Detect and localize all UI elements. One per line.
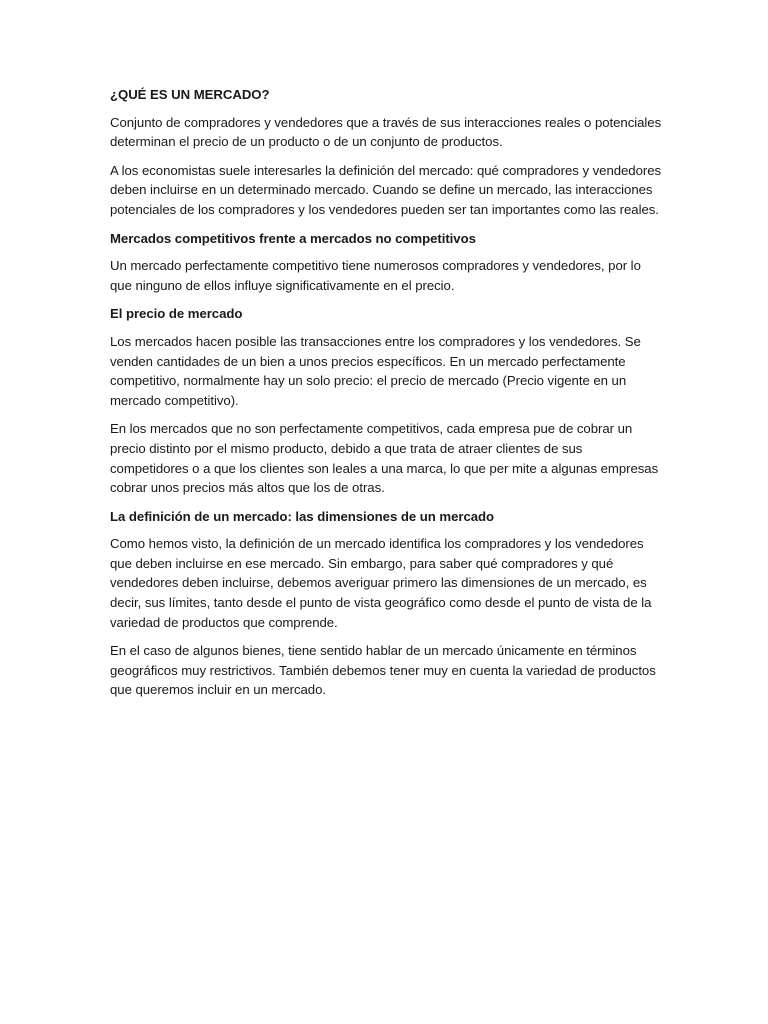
paragraph-no-competitivos: En los mercados que no son perfectamente competitivos, cada empresa pue de cobrar un precio distinto por el mismo producto, debido a que trata de atraer clientes de sus competidores o a que los clientes son leales a una marca, lo que per mite a algunas empresas cobrar unos precios más altos que los de otras. [110,421,659,496]
paragraph-dimensiones: Como hemos visto, la definición de un mercado identifica los compradores y los vendedores que deben incluirse en ese mercado. Sin embargo, para saber qué compradores y qué vendedores deben incluirse, debemos averiguar primero las dimensiones de un mercado, es decir, sus límites, tanto desde el punto de vista geográfico como desde el punto de vista de la variedad de productos que comprende. [110,536,652,630]
section-heading-dimensiones-mercado: La definición de un mercado: las dimensiones de un mercado [110,508,495,524]
paragraph-bienes-geograficos: En el caso de algunos bienes, tiene sentido hablar de un mercado únicamente en términos geográficos muy restrictivos. También debemos tener muy en cuenta la variedad de productos que queremos incluir en un mercado. [110,643,656,698]
section-heading-mercados-competitivos: Mercados competitivos frente a mercados no competitivos [110,230,476,246]
paragraph-mercado-competitivo: Un mercado perfectamente competitivo tiene numerosos compradores y vendedores, por lo que ninguno de ellos influye significativamente en el precio. [110,258,641,293]
paragraph-definicion-mercado: Conjunto de compradores y vendedores que a través de sus interacciones reales o potenciales determinan el precio de un producto o de un conjunto de productos. [110,114,662,150]
section-heading-que-es-un-mercado: ¿QUÉ ES UN MERCADO? [110,87,270,102]
paragraph-transacciones: Los mercados hacen posible las transacciones entre los compradores y los vendedores. Se venden cantidades de un bien a unos precios específicos. En un mercado perfectamente competitivo, normalmente hay un solo precio: el precio de mercado (Precio vigente en un mercado competitivo). [110,333,641,408]
document-body [110,85,662,709]
paragraph-economistas: A los economistas suele interesarles la definición del mercado: qué compradores y vendedores deben incluirse en un determinado mercado. Cuando se define un mercado, las interacciones potenciales de los compradores y los vendedores pueden ser tan importantes como las reales. [110,162,662,217]
section-heading-precio-mercado: El precio de mercado [110,306,243,322]
